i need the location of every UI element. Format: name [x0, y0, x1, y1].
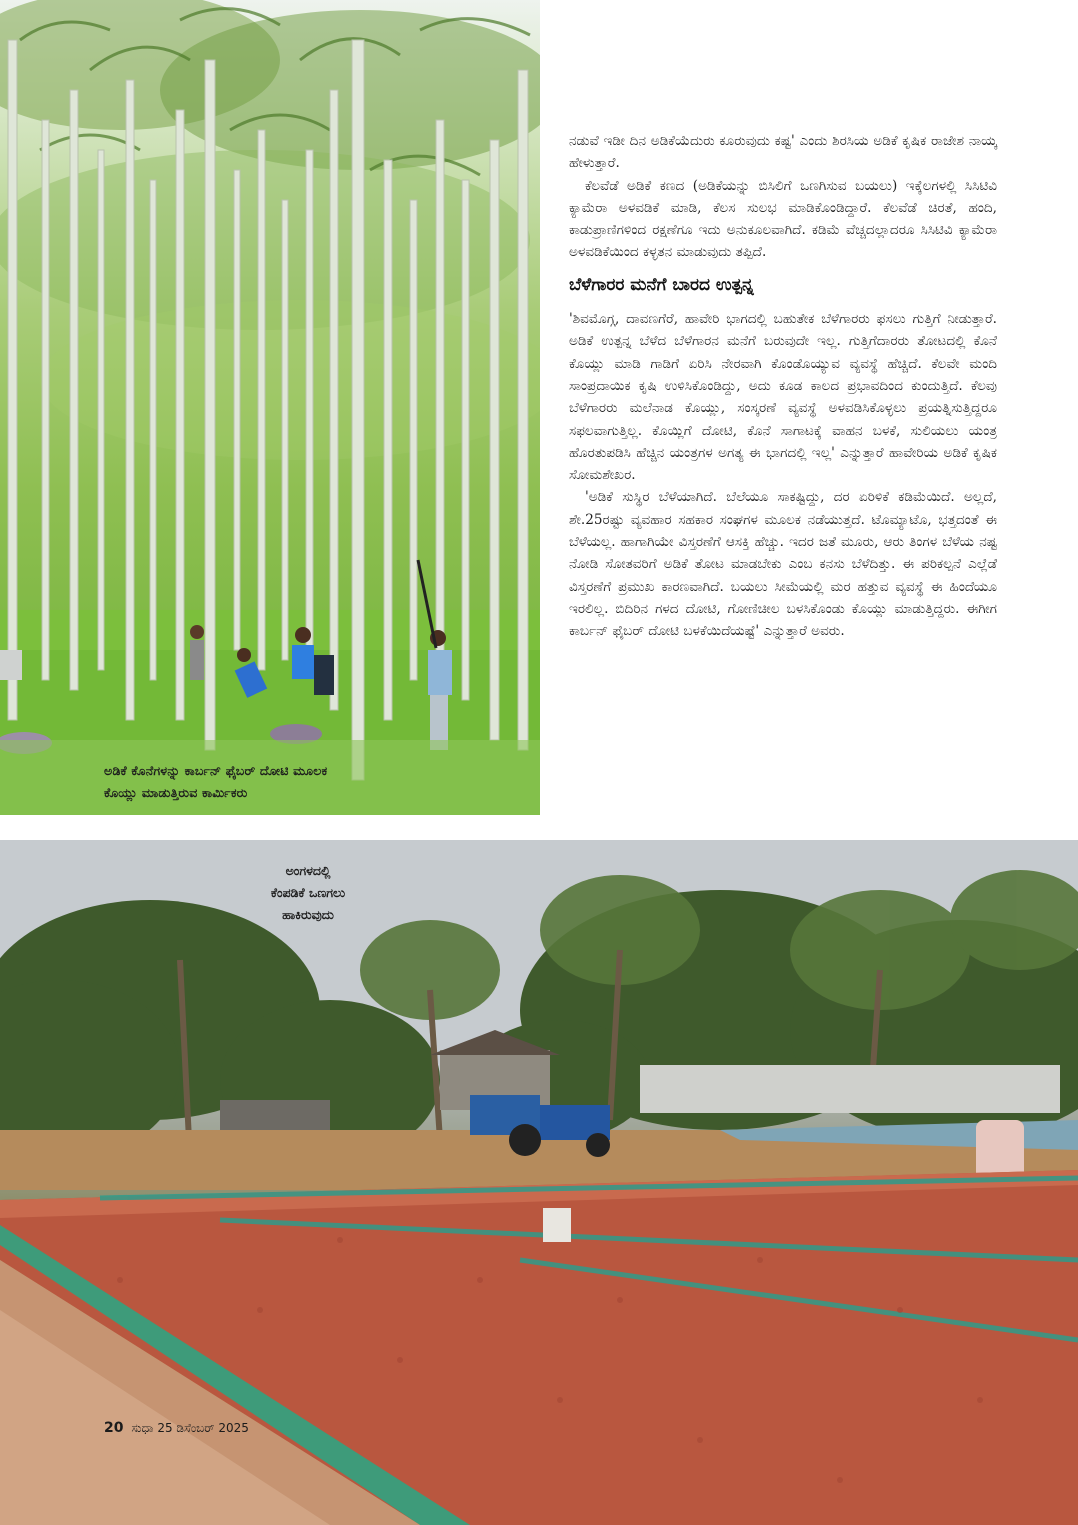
photo-caption	[250, 860, 366, 926]
page-footer	[104, 1420, 249, 1436]
photo-caption-line: ಕೆಂಪಡಿಕೆ ಒಣಗಲು	[270, 885, 346, 900]
photo-caption-line: ಹಾಕಿರುವುದು	[282, 907, 334, 922]
issue-date: 25 ಡಿಸೆಂಬರ್ 2025	[157, 1421, 249, 1435]
article-paragraph: ಕೆಲವೆಡೆ ಅಡಿಕೆ ಕಣದ (ಅಡಿಕೆಯನ್ನು ಬಿಸಿಲಿಗೆ ಒಣಗಿಸುವ ಬಯಲು) ಇಕ್ಕೆಲಗಳಲ್ಲಿ ಸಿಸಿಟಿವಿ ಕ್ಯಾಮೆರಾ ಅಳವಡಿಕೆ ಮಾಡಿ, ಕೆಲಸ ಸುಲಭ ಮಾಡಿಕೊಂಡಿದ್ದಾರೆ. ಕೆಲವೆಡೆ ಚಿರತೆ, ಹಂದಿ, ಕಾಡುಪ್ರಾಣಿಗಳಿಂದ ರಕ್ಷಣೆಗೂ ಇದು ಅನುಕೂಲವಾಗಿದೆ. ಕಡಿಮೆ ವೆಚ್ಚದಲ್ಲಾದರೂ ಸಿಸಿಟಿವಿ ಕ್ಯಾಮೆರಾ ಅಳವಡಿಕೆಯಿಂದ ಕಳ್ಳತನ ಮಾಡುವುದು ತಪ್ಪಿದೆ.	[569, 177, 997, 261]
photo-caption-line: ಅಡಿಕೆ ಕೊನೆಗಳನ್ನು ಕಾರ್ಬನ್ ಫೈಬರ್ ದೋಟಿ ಮೂಲಕ	[104, 763, 328, 778]
article-body	[569, 130, 997, 643]
article-paragraph: ನಡುವೆ ಇಡೀ ದಿನ ಅಡಿಕೆಯೆದುರು ಕೂರುವುದು ಕಷ್ಟ' ಎಂದು ಶಿರಸಿಯ ಅಡಿಕೆ ಕೃಷಿಕ ರಾಜೇಶ ನಾಯ್ಕ ಹೇಳುತ್ತಾರೆ.	[569, 133, 997, 172]
arecanut-plantation-photo	[0, 0, 540, 815]
photo-caption-line: ಅಂಗಳದಲ್ಲಿ	[285, 863, 331, 878]
article-paragraph: 'ಅಡಿಕೆ ಸುಸ್ಥಿರ ಬೆಳೆಯಾಗಿದೆ. ಬೆಲೆಯೂ ಸಾಕಷ್ಟಿದ್ದು, ದರ ಏರಿಳಿಕೆ ಕಡಿಮೆಯಿದೆ. ಅಲ್ಲದೆ, ಶೇ.25ರಷ್ಟು ವ್ಯವಹಾರ ಸಹಕಾರ ಸಂಘಗಳ ಮೂಲಕ ನಡೆಯುತ್ತದೆ. ಟೊಮ್ಯಾಟೊ, ಭತ್ತದಂತೆ ಈ ಬೆಳೆಯಲ್ಲ. ಹಾಗಾಗಿಯೇ ವಿಸ್ತರಣೆಗೆ ಆಸಕ್ತಿ ಹೆಚ್ಚು. ಇದರ ಜತೆ ಮೂರು, ಆರು ತಿಂಗಳ ಬೆಳೆಯ ನಷ್ಟ ನೋಡಿ ಸೋತವರಿಗೆ ಅಡಿಕೆ ತೋಟ ಮಾಡಬೇಕು ಎಂಬ ಕನಸು ಬೆಳೆದಿತ್ತು. ಈ ಪರಿಕಲ್ಪನೆ ಎಲ್ಲೆಡೆ ವಿಸ್ತರಣೆಗೆ ಪ್ರಮುಖ ಕಾರಣವಾಗಿದೆ. ಬಯಲು ಸೀಮೆಯಲ್ಲಿ ಮರ ಹತ್ತುವ ವ್ಯವಸ್ಥೆ ಈ ಹಿಂದೆಯೂ ಇರಲಿಲ್ಲ. ಬಿದಿರಿನ ಗಳದ ದೋಟಿ, ಗೋಣಿಚೀಲ ಬಳಸಿಕೊಂಡು ಕೊಯ್ಲು ಮಾಡುತ್ತಿದ್ದರು. ಈಗೀಗ ಕಾರ್ಬನ್ ಫೈಬರ್ ದೋಟಿ ಬಳಕೆಯಿದೆಯಷ್ಟೆ' ಎನ್ನುತ್ತಾರೆ ಅವರು.	[569, 489, 997, 640]
photo-caption-line: ಕೊಯ್ಲು ಮಾಡುತ್ತಿರುವ ಕಾರ್ಮಿಕರು	[104, 785, 248, 800]
plantation-illustration	[0, 0, 540, 815]
article-paragraph: 'ಶಿವಮೊಗ್ಗ, ದಾವಣಗೆರೆ, ಹಾವೇರಿ ಭಾಗದಲ್ಲಿ ಬಹುತೇಕ ಬೆಳೆಗಾರರು ಫಸಲು ಗುತ್ತಿಗೆ ನೀಡುತ್ತಾರೆ. ಅಡಿಕೆ ಉತ್ಪನ್ನ ಬೆಳೆದ ಬೆಳೆಗಾರನ ಮನೆಗೆ ಬರುವುದೇ ಇಲ್ಲ. ಗುತ್ತಿಗೆದಾರರು ತೋಟದಲ್ಲಿ ಕೊನೆ ಕೊಯ್ಲು ಮಾಡಿ ಗಾಡಿಗೆ ಏರಿಸಿ ನೇರವಾಗಿ ಕೊಂಡೊಯ್ಯುವ ವ್ಯವಸ್ಥೆ ಹೆಚ್ಚಿದೆ. ಕೆಲವೇ ಮಂದಿ ಸಾಂಪ್ರದಾಯಿಕ ಕೃಷಿ ಉಳಿಸಿಕೊಂಡಿದ್ದು, ಅದು ಕೂಡ ಕಾಲದ ಪ್ರಭಾವದಿಂದ ಕುಂದುತ್ತಿದೆ. ಕೆಲವು ಬೆಳೆಗಾರರು ಮಲೆನಾಡ ಕೊಯ್ಲು, ಸಂಸ್ಕರಣೆ ವ್ಯವಸ್ಥೆ ಅಳವಡಿಸಿಕೊಳ್ಳಲು ಪ್ರಯತ್ನಿಸುತ್ತಿದ್ದರೂ ಸಫಲವಾಗುತ್ತಿಲ್ಲ. ಕೊಯ್ಲಿಗೆ ದೋಟಿ, ಕೊನೆ ಸಾಗಾಟಕ್ಕೆ ವಾಹನ ಬಳಕೆ, ಸುಲಿಯಲು ಯಂತ್ರ ಹೊರತುಪಡಿಸಿ ಹೆಚ್ಚಿನ ಯಂತ್ರಗಳ ಅಗತ್ಯ ಈ ಭಾಗದಲ್ಲಿ ಇಲ್ಲ' ಎನ್ನುತ್ತಾರೆ ಹಾವೇರಿಯ ಅಡಿಕೆ ಕೃಷಿಕ ಸೋಮಶೇಖರ.	[569, 311, 997, 484]
photo-caption	[104, 760, 434, 804]
magazine-name: ಸುಧಾ	[131, 1421, 154, 1435]
page-number: 20	[104, 1420, 124, 1436]
section-heading: ಬೆಳೆಗಾರರ ಮನೆಗೆ ಬಾರದ ಉತ್ಪನ್ನ	[569, 274, 754, 295]
